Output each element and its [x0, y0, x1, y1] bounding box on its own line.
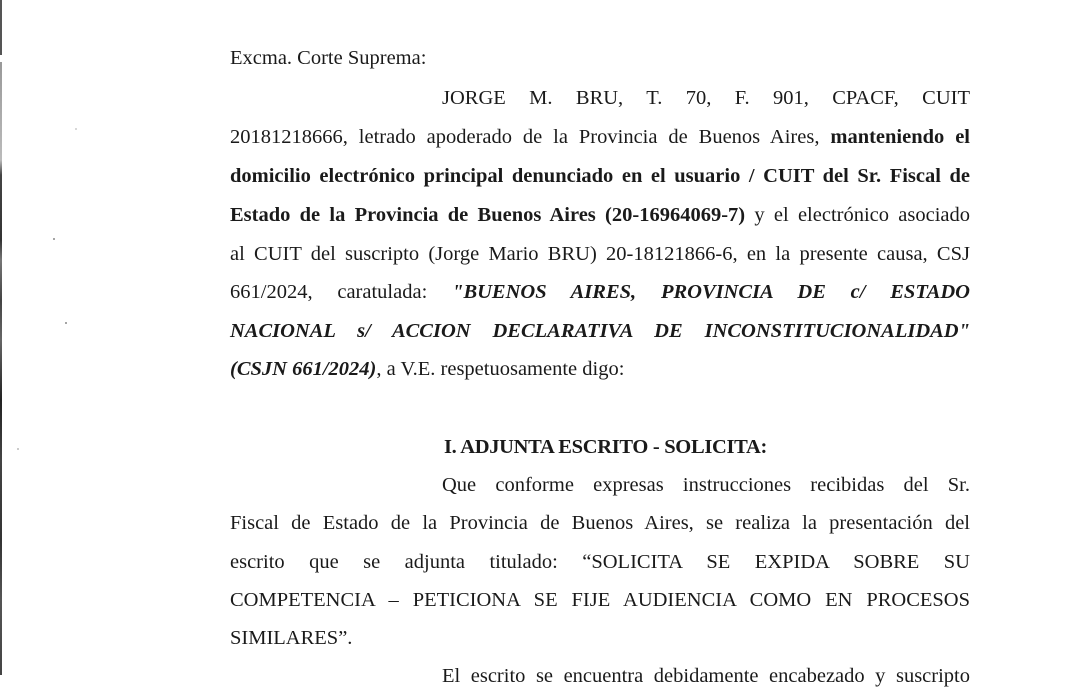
intro-line-8 [230, 357, 970, 381]
para1-line-2: Fiscal de Estado de la Provincia de Buenos Aires, se realiza la presentación del [230, 512, 970, 534]
scan-speck [65, 322, 67, 324]
case-title-part-2: NACIONAL s/ ACCION DECLARATIVA DE INCONSTITUCIONALIDAD" [230, 320, 970, 342]
intro-line-3 [230, 164, 970, 188]
intro-line-4-regular: y el electrónico asociado [745, 204, 970, 226]
intro-line-6 [230, 280, 970, 304]
intro-line-3-bold: domicilio electrónico principal denunciado en el usuario / CUIT del Sr. Fiscal de [230, 165, 970, 187]
para1-line-4: COMPETENCIA – PETICIONA SE FIJE AUDIENCIA COMO EN PROCESOS [230, 589, 970, 611]
salutation: Excma. Corte Suprema: [230, 47, 427, 69]
para1-line-1: Que conforme expresas instrucciones recibidas del Sr. [442, 474, 970, 496]
para1-line-3: escrito que se adjunta titulado: “SOLICITA SE EXPIDA SOBRE SU [230, 551, 970, 573]
intro-line-8-regular: , a V.E. respetuosamente digo: [376, 358, 625, 380]
intro-line-6-regular: 661/2024, caratulada: [230, 281, 453, 303]
intro-line-4-bold: Estado de la Provincia de Buenos Aires (20-16964069-7) [230, 204, 746, 226]
intro-line-5: al CUIT del suscripto (Jorge Mario BRU) 20-18121866-6, en la presente causa, CSJ [230, 243, 970, 265]
intro-line-7 [230, 319, 970, 343]
case-title-part-1: "BUENOS AIRES, PROVINCIA DE c/ ESTADO [452, 281, 970, 303]
intro-line-1: JORGE M. BRU, T. 70, F. 901, CPACF, CUIT [442, 87, 970, 109]
intro-line-2 [230, 125, 970, 149]
scan-speck [53, 238, 55, 240]
scan-edge-artifact [0, 0, 2, 675]
scan-speck [17, 448, 19, 450]
intro-line-2-bold: manteniendo el [830, 126, 970, 148]
intro-line-4 [230, 203, 970, 227]
intro-line-2-regular: 20181218666, letrado apoderado de la Provincia de Buenos Aires, [230, 126, 831, 148]
para1-line-5: SIMILARES”. [230, 627, 353, 649]
para2-line-1: El escrito se encuentra debidamente encabezado y suscripto [442, 665, 970, 687]
scan-speck [75, 128, 77, 130]
case-number: (CSJN 661/2024) [230, 358, 377, 380]
section-heading: I. ADJUNTA ESCRITO - SOLICITA: [444, 436, 768, 458]
